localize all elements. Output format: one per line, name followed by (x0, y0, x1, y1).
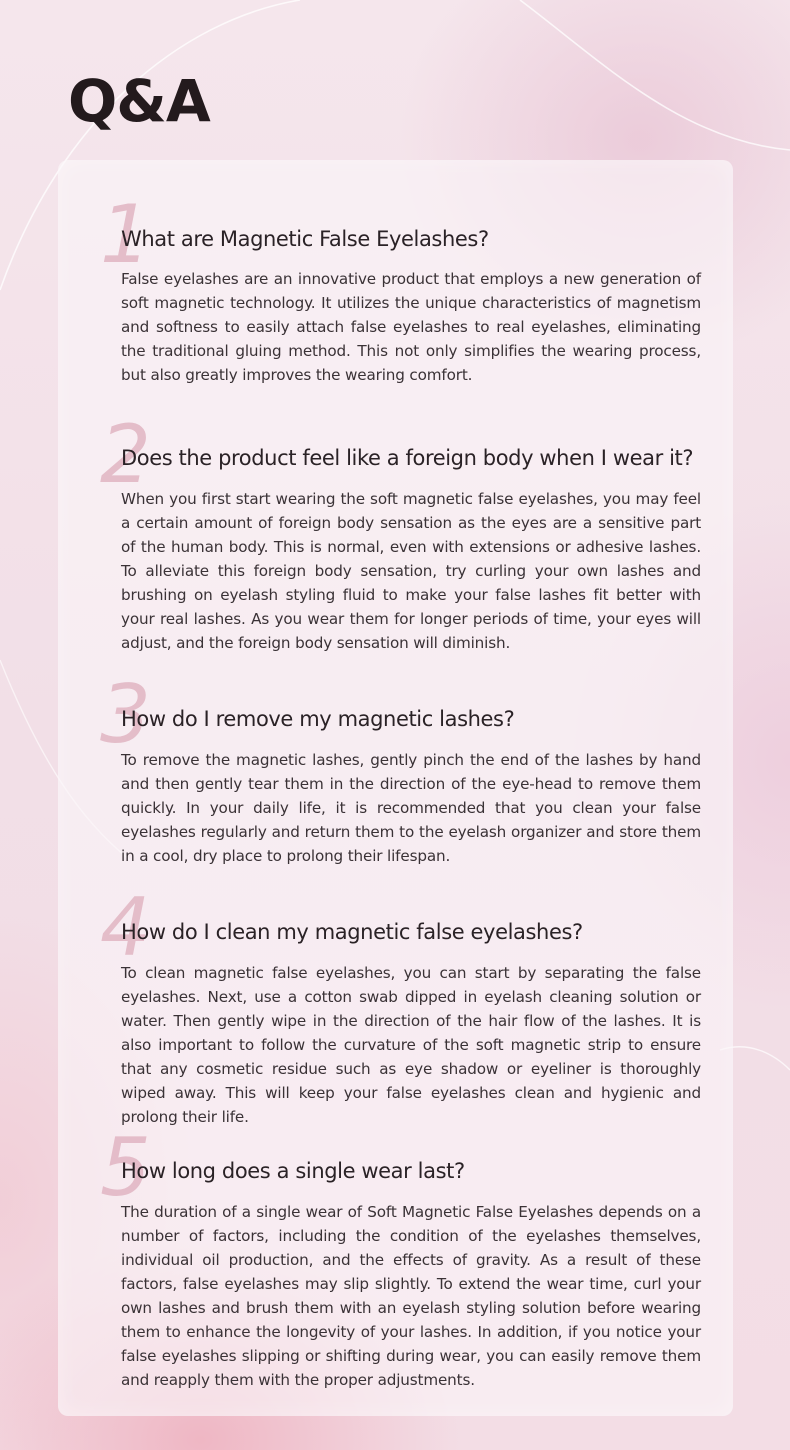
qa-answer: To remove the magnetic lashes, gently pinch the end of the lashes by hand and then gently tear them in the direction of the eye-head to remove them quickly. In your daily life, it is recommended that you clean your false eyelashes regularly and return them to the eyelash organizer and store them in a cool, dry place to prolong their lifespan. (121, 751, 701, 865)
qa-number: 2 (100, 408, 151, 501)
qa-number: 4 (100, 881, 151, 974)
qa-question: Does the product feel like a foreign body when I wear it? (121, 446, 694, 470)
qa-answer: To clean magnetic false eyelashes, you can start by separating the false eyelashes. Next, use a cotton swab dipped in eyelash cleaning solution or water. Then gently wipe in the direction of the hair flow of the lashes. It is also important to follow the curvature of the soft magnetic strip to ensure that any cosmetic residue such as eye shadow or eyeliner is thoroughly wiped away. This will keep your false eyelashes clean and hygienic and prolong their life. (121, 964, 701, 1126)
qa-question: How do I remove my magnetic lashes? (121, 707, 515, 731)
qa-question: How long does a single wear last? (121, 1159, 465, 1183)
qa-panel (58, 160, 733, 1416)
page-title: Q&A (68, 67, 210, 135)
qa-question: How do I clean my magnetic false eyelashes? (121, 920, 583, 944)
qa-number: 3 (100, 668, 151, 761)
qa-answer: The duration of a single wear of Soft Magnetic False Eyelashes depends on a number of factors, including the condition of the eyelashes themselves, individual oil production, and the effects of gravity. As a result of these factors, false eyelashes may slip slightly. To extend the wear time, curl your own lashes and brush them with an eyelash styling solution before wearing them to enhance the longevity of your lashes. In addition, if you notice your false eyelashes slipping or shifting during wear, you can easily remove them and reapply them with the proper adjustments. (121, 1203, 701, 1389)
qa-answer: False eyelashes are an innovative product that employs a new generation of soft magnetic technology. It utilizes the unique characteristics of magnetism and softness to easily attach false eyelashes to real eyelashes, eliminating the traditional gluing method. This not only simplifies the wearing process, but also greatly improves the wearing comfort. (121, 270, 701, 384)
qa-number: 5 (100, 1121, 151, 1214)
qa-answer: When you first start wearing the soft magnetic false eyelashes, you may feel a certain amount of foreign body sensation as the eyes are a sensitive part of the human body. This is normal, even with extensions or adhesive lashes. To alleviate this foreign body sensation, try curling your own lashes and brushing on eyelash styling fluid to make your false lashes fit better with your real lashes. As you wear them for longer periods of time, your eyes will adjust, and the foreign body sensation will diminish. (121, 490, 701, 652)
qa-number: 1 (100, 188, 151, 281)
qa-question: What are Magnetic False Eyelashes? (121, 227, 489, 251)
